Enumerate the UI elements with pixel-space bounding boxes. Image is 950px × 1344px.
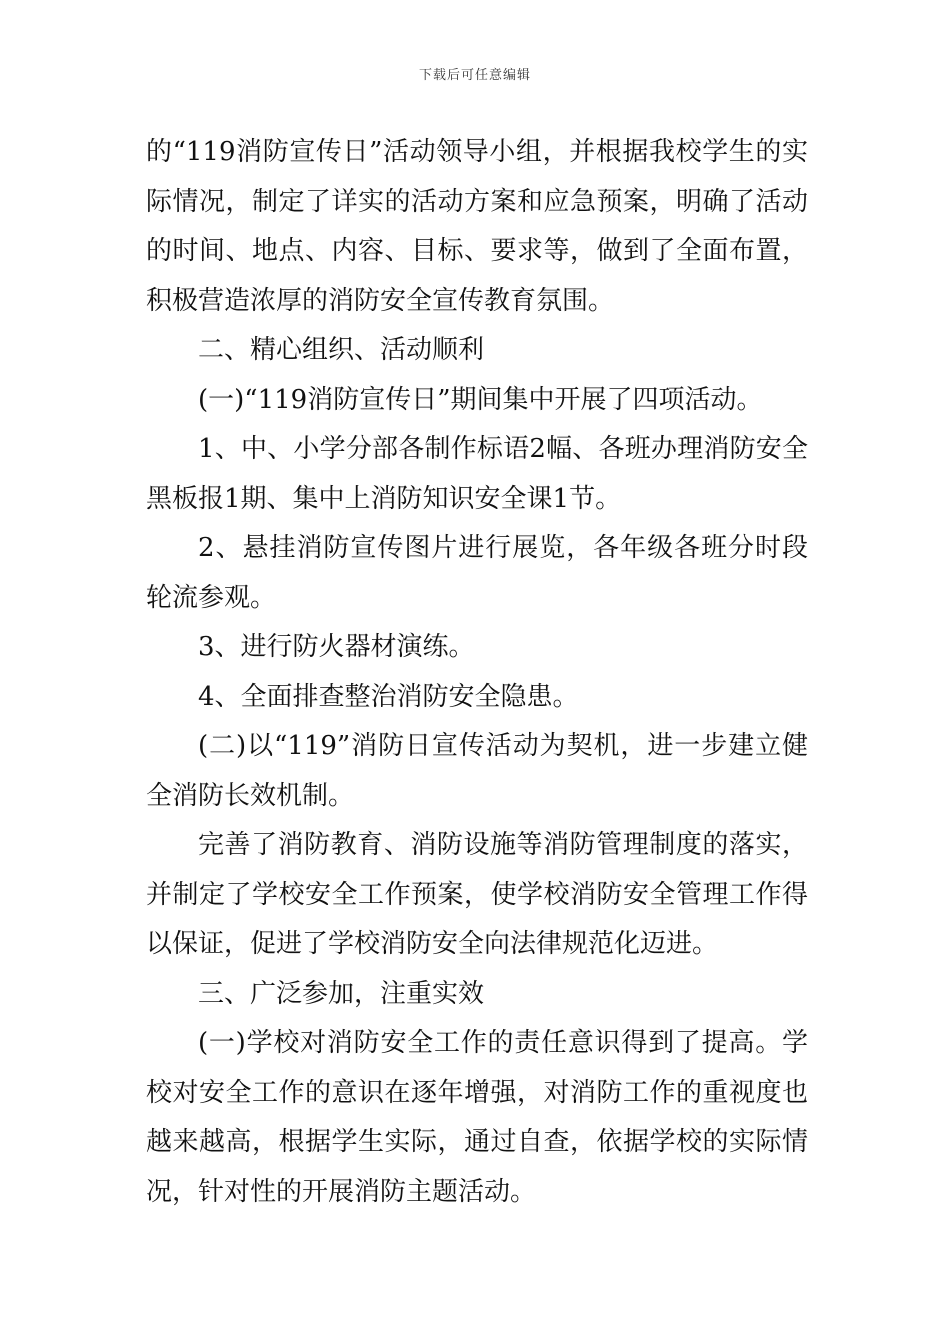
- subsection-paragraph-3-1: (一)学校对消防安全工作的责任意识得到了提高。学校对安全工作的意识在逐年增强，对消防工作的重视度也越来越高，根据学生实际，通过自查，依据学校的实际情况，针对性的开展消防主题活动。: [146, 1028, 808, 1207]
- document-body: [146, 128, 808, 1217]
- paragraph-continuation: 的“119消防宣传日”活动领导小组，并根据我校学生的实际情况，制定了详实的活动方案和应急预案，明确了活动的时间、地点、内容、目标、要求等，做到了全面布置，积极营造浓厚的消防安全宣传教育氛围。: [146, 137, 808, 316]
- list-item-2: 2、悬挂消防宣传图片进行展览，各年级各班分时段轮流参观。: [146, 533, 808, 613]
- section-heading-2: 二、精心组织、活动顺利: [198, 335, 485, 365]
- list-item-1: 1、中、小学分部各制作标语2幅、各班办理消防安全黑板报1期、集中上消防知识安全课1节。: [146, 434, 808, 514]
- page-header: 下载后可任意编辑: [418, 68, 531, 83]
- list-item-3: 3、进行防火器材演练。: [198, 632, 475, 662]
- subsection-heading-2-1: (一)“119消防宣传日”期间集中开展了四项活动。: [198, 384, 763, 415]
- section-heading-3: 三、广泛参加，注重实效: [198, 978, 485, 1009]
- paragraph-body: 完善了消防教育、消防设施等消防管理制度的落实，并制定了学校安全工作预案，使学校消防安全管理工作得以保证，促进了学校消防安全向法律规范化迈进。: [146, 830, 808, 959]
- subsection-heading-2-2: (二)以“119”消防日宣传活动为契机，进一步建立健全消防长效机制。: [146, 731, 808, 811]
- list-item-4: 4、全面排查整治消防安全隐患。: [198, 681, 579, 712]
